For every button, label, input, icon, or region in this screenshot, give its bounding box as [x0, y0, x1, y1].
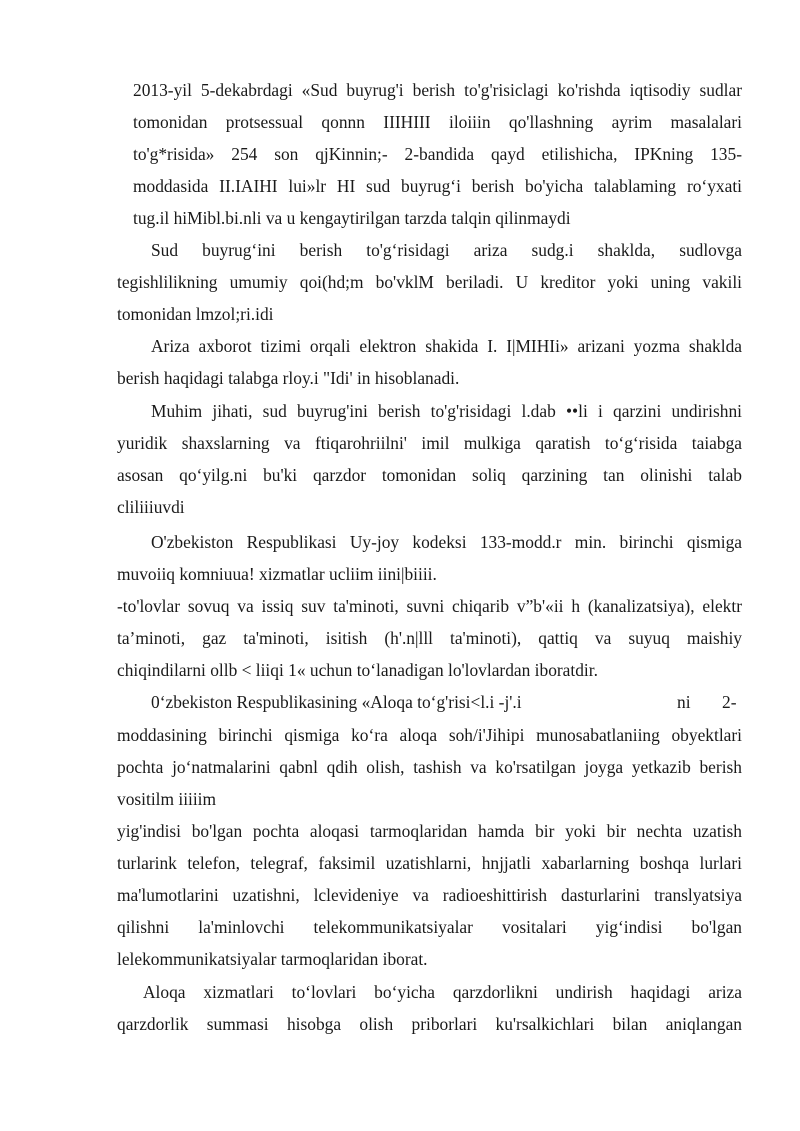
text-fragment: ni	[677, 692, 691, 712]
text-line: tomonidan protsessual qonnn IIIHIII iloiiin qo'llashning ayrim masalalari	[133, 112, 742, 132]
text-line: qilishni la'minlovchi telekommunikatsiyalar vositalari yig‘indisi bo'lgan	[117, 917, 742, 937]
text-line: tomonidan lmzol;ri.idi	[117, 304, 274, 324]
text-line: cliliiiuvdi	[117, 497, 185, 517]
text-line: ta’minoti, gaz ta'minoti, isitish (h'.n|lll ta'minoti), qattiq va suyuq maishiy	[117, 628, 742, 648]
text-line: 2013-yil 5-dekabrdagi «Sud buyrug'i berish to'g'risiclagi ko'rishda iqtisodiy sudlar	[133, 80, 742, 100]
text-line: pochta jo‘natmalarini qabnl qdih olish, tashish va ko'rsatilgan joyga yetkazib berish	[117, 757, 742, 777]
text-line: Aloqa xizmatlari to‘lovlari bo‘yicha qarzdorlikni undirish haqidagi ariza	[143, 982, 742, 1002]
text-line: yig'indisi bo'lgan pochta aloqasi tarmoqlaridan hamda bir yoki bir nechta uzatish	[117, 821, 742, 841]
text-line: O'zbekiston Respublikasi Uy-joy kodeksi 133-modd.r min. birinchi qismiga	[151, 532, 742, 552]
text-line: tegishlilikning umumiy qoi(hd;m bo'vklM beriladi. U kreditor yoki uning vakili	[117, 272, 742, 292]
text-line: 0‘zbekiston Respublikasining «Aloqa to‘g'risi<l.i -j'.i	[151, 692, 522, 712]
text-line: berish haqidagi talabga rloy.i "Idi' in hisoblanadi.	[117, 368, 460, 388]
text-line: asosan qo‘yilg.ni bu'ki qarzdor tomonidan soliq qarzining tan olinishi talab	[117, 465, 742, 485]
text-line: tug.il hiMibl.bi.nli va u kengaytirilgan tarzda talqin qilinmaydi	[133, 208, 571, 228]
text-line: turlarink telefon, telegraf, faksimil uzatishlarni, hnjjatli xabarlarning boshqa lurlari	[117, 853, 742, 873]
text-line: qarzdorlik summasi hisobga olish priborlari ku'rsalkichlari bilan aniqlangan	[117, 1014, 742, 1034]
text-line: moddasining birinchi qismiga ko‘ra aloqa soh/i'Jihipi munosabatlaniing obyektlari	[117, 725, 742, 745]
text-line: Sud buyrug‘ini berish to'g‘risidagi ariza sudg.i shaklda, sudlovga	[151, 240, 742, 260]
text-line: lelekommunikatsiyalar tarmoqlaridan iborat.	[117, 949, 428, 969]
text-line: Muhim jihati, sud buyrug'ini berish to'g'risidagi l.dab ••li i qarzini undirishni	[151, 401, 742, 421]
text-line: -to'lovlar sovuq va issiq suv ta'minoti, suvni chiqarib v”b'«ii h (kanalizatsiya), elektr	[117, 596, 742, 616]
text-line: ma'lumotlarini uzatishni, lclevideniye va radioeshittirish dasturlarini translyatsiya	[117, 885, 742, 905]
text-line: Ariza axborot tizimi orqali elektron shakida I. I|MIHIi» arizani yozma shaklda	[151, 336, 742, 356]
text-line: moddasida II.IAIHI lui»lr HI sud buyrug‘i berish bo'yicha talablaming ro‘yxati	[133, 176, 742, 196]
text-line: yuridik shaxslarning va ftiqarohriilni' imil mulkiga qaratish to‘g‘risida taiabga	[117, 433, 742, 453]
text-line: to'g*risida» 254 son qjKinnin;- 2-bandida qayd etilishicha, IPKning 135-	[133, 144, 742, 164]
text-line: chiqindilarni ollb < liiqi 1« uchun to‘lanadigan lo'lovlardan iboratdir.	[117, 660, 598, 680]
text-line: muvoiiq komniuua! xizmatlar ucliim iini|biiii.	[117, 564, 437, 584]
text-fragment: 2-	[722, 692, 737, 712]
text-line: vositilm iiiiim	[117, 789, 217, 809]
